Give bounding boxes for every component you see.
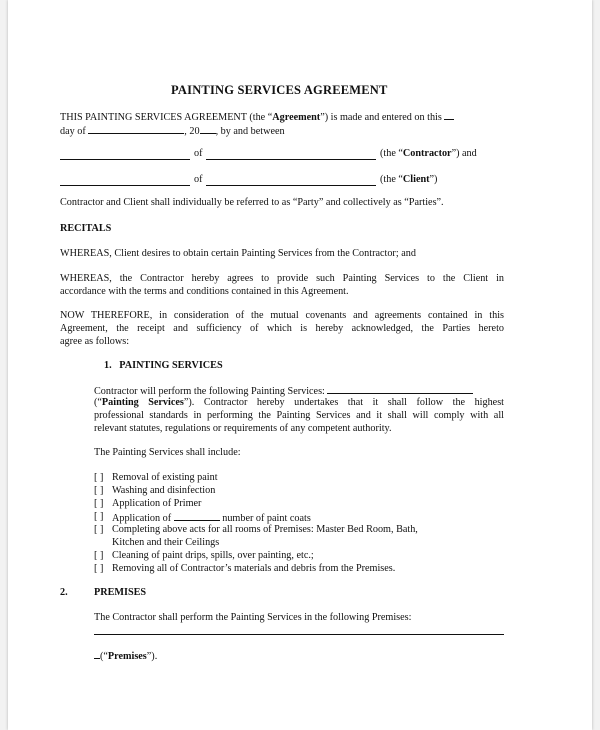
whereas-2-line-1: WHEREAS, the Contractor hereby agrees to provide such Painting Services to the Client in (60, 273, 504, 284)
intro-line-2: day of , 20 , by and between (60, 126, 285, 137)
document-title: PAINTING SERVICES AGREEMENT (171, 83, 388, 97)
parties-statement: Contractor and Client shall individually be referred to as “Party” and collectively as “Parties”. (60, 197, 444, 208)
section-1-line-4: relevant statutes, regulations or requirements of any competent authority. (94, 423, 392, 434)
now-therefore-line-1: NOW THEREFORE, in consideration of the mutual covenants and agreements contained in this (60, 310, 504, 321)
premises-designation: (“Premises”). (94, 649, 157, 663)
section-2-number: 2. (60, 587, 68, 598)
now-therefore-line-2: Agreement, the receipt and sufficiency of which is hereby acknowledged, the Parties hereto (60, 323, 504, 334)
checkbox[interactable]: [ ] (94, 550, 104, 561)
list-item: Completing above acts for all rooms of Premises: Master Bed Room, Bath, (112, 524, 418, 535)
checkbox[interactable]: [ ] (94, 563, 104, 574)
checkbox[interactable]: [ ] (94, 498, 104, 509)
section-2-line-1: The Contractor shall perform the Painting Services in the following Premises: (94, 612, 412, 623)
list-item: Removal of existing paint (112, 472, 218, 483)
section-1-line-3: professional standards in performing the Painting Services and it shall will comply with all (94, 410, 504, 421)
client-name-blank[interactable] (60, 185, 190, 186)
list-item: Application of Primer (112, 498, 202, 509)
list-item-continuation: Kitchen and their Ceilings (112, 537, 220, 548)
client-address-blank[interactable] (206, 185, 376, 186)
include-label: The Painting Services shall include: (94, 447, 241, 458)
checkbox[interactable]: [ ] (94, 472, 104, 483)
section-2-heading: PREMISES (94, 587, 147, 598)
section-1-line-2: (“Painting Services”). Contractor hereby undertakes that it shall follow the highest (94, 397, 504, 408)
list-item: Cleaning of paint drips, spills, over painting, etc.; (112, 550, 314, 561)
section-1-heading: 1. PAINTING SERVICES (104, 360, 223, 371)
list-item: Washing and disinfection (112, 485, 216, 496)
day-blank[interactable] (88, 124, 184, 134)
intro-line-1: THIS PAINTING SERVICES AGREEMENT (the “Agreement”) is made and entered on this (60, 110, 454, 124)
list-item: Removing all of Contractor’s materials and debris from the Premises. (112, 563, 396, 574)
contractor-name-blank[interactable] (60, 159, 190, 160)
whereas-2-line-2: accordance with the terms and conditions contained in this Agreement. (60, 286, 349, 297)
coats-blank[interactable] (174, 511, 220, 521)
contractor-address-blank[interactable] (206, 159, 376, 160)
checkbox[interactable]: [ ] (94, 485, 104, 496)
contractor-designation: (the “Contractor”) and (380, 148, 477, 159)
services-blank[interactable] (327, 384, 473, 394)
recitals-heading: RECITALS (60, 223, 112, 234)
list-item: Application of number of paint coats (112, 513, 311, 524)
document-page (8, 0, 592, 730)
checkbox[interactable]: [ ] (94, 511, 104, 522)
now-therefore-line-3: agree as follows: (60, 336, 130, 347)
whereas-1: WHEREAS, Client desires to obtain certain Painting Services from the Contractor; and (60, 248, 416, 259)
section-1-line-1: Contractor will perform the following Painting Services: (94, 384, 473, 398)
blank-field[interactable] (444, 110, 454, 120)
agreement-term: Agreement (272, 112, 321, 123)
client-designation: (the “Client”) (380, 174, 438, 185)
premises-blank-line[interactable] (94, 634, 504, 635)
of-label: of (194, 174, 203, 185)
year-blank[interactable] (200, 124, 216, 134)
checkbox[interactable]: [ ] (94, 524, 104, 535)
of-label: of (194, 148, 203, 159)
